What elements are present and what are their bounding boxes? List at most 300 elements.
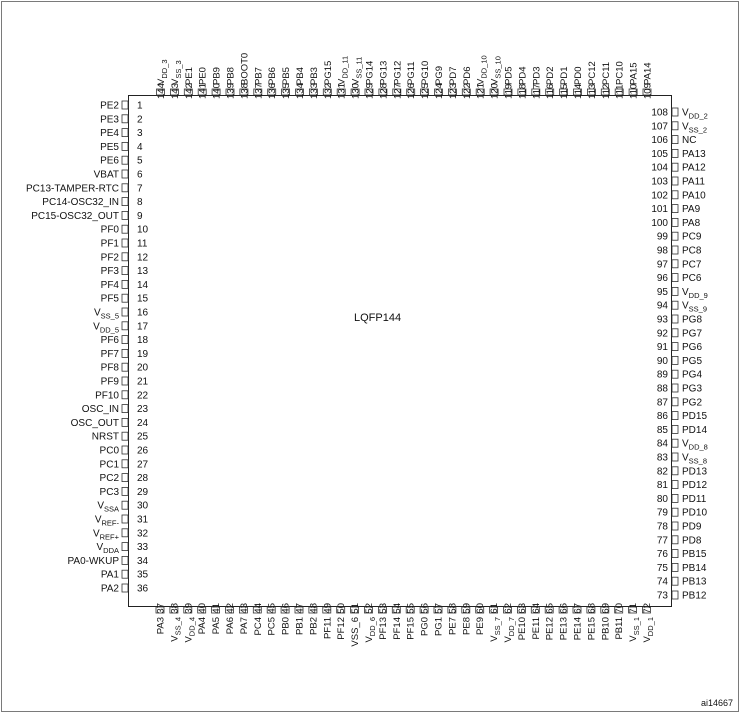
pin-number: 57 <box>433 603 445 614</box>
pin-label: PD13 <box>682 466 708 478</box>
pin-label: PE12 <box>544 617 556 641</box>
pin-label: PG2 <box>682 397 703 409</box>
pin-24 <box>71 418 149 429</box>
pin-90 <box>657 356 703 367</box>
pin-label: PG15 <box>322 60 334 85</box>
pin-label: PA11 <box>682 176 705 188</box>
pin-number: 144 <box>156 83 167 99</box>
pin-number: 71 <box>628 603 640 614</box>
pin-number: 44 <box>252 603 264 614</box>
pin-pad <box>672 232 678 240</box>
pin-number: 17 <box>137 321 149 333</box>
pin-number: 104 <box>651 162 668 174</box>
pin-label: OSC_IN <box>81 404 119 416</box>
pin-130 <box>351 57 364 99</box>
pin-number: 61 <box>489 603 501 614</box>
pin-121 <box>476 55 489 99</box>
pin-label: PD11 <box>682 493 707 505</box>
pin-131 <box>337 56 350 99</box>
pin-79 <box>657 508 708 519</box>
pin-number: 124 <box>434 83 445 99</box>
pin-123 <box>448 67 459 99</box>
pin-number: 117 <box>531 83 543 99</box>
pin-label: PF9 <box>100 376 119 388</box>
pin-number: 136 <box>267 83 279 99</box>
pin-label: PF8 <box>100 362 119 374</box>
pin-number: 30 <box>137 500 149 512</box>
pin-134 <box>295 67 306 99</box>
pin-label: PA2 <box>100 583 119 595</box>
pin-label: $V_{DD\_4}$ <box>183 617 197 643</box>
pin-pad <box>122 211 128 219</box>
pin-label: PF2 <box>100 252 119 264</box>
pin-86 <box>657 411 708 422</box>
pin-label: PE13 <box>558 617 570 641</box>
pin-132 <box>323 61 334 99</box>
pin-number: 139 <box>225 83 237 99</box>
pin-number: 48 <box>308 603 320 614</box>
pin-label: NRST <box>91 431 119 443</box>
pin-140 <box>212 67 223 99</box>
pin-pad <box>122 336 128 344</box>
pin-number: 89 <box>656 369 668 381</box>
pin-label: PC1 <box>99 459 119 471</box>
pin-pad <box>122 101 128 109</box>
pin-number: 32 <box>137 528 149 540</box>
pin-pad <box>672 563 678 571</box>
pin-85 <box>657 425 708 436</box>
pin-label: PD7 <box>447 66 459 85</box>
pin-label: PC8 <box>682 245 702 257</box>
pin-89 <box>657 370 703 381</box>
pin-label: PB4 <box>295 67 306 85</box>
pin-pad <box>672 218 678 226</box>
pin-36 <box>101 584 149 595</box>
pin-label: PG10 <box>420 60 432 85</box>
pin-3 <box>100 128 143 139</box>
pin-label: PA3 <box>155 617 167 635</box>
pin-pad <box>672 439 678 447</box>
pin-pad <box>672 136 678 144</box>
pin-label: PB5 <box>281 67 293 85</box>
pin-pad <box>672 301 678 309</box>
pin-number: 101 <box>651 204 668 216</box>
pin-number: 59 <box>461 603 473 614</box>
pin-32 <box>93 528 149 541</box>
pin-pad <box>122 253 128 261</box>
pin-number: 81 <box>656 480 668 492</box>
pin-55 <box>406 603 417 640</box>
pin-pad <box>672 425 678 433</box>
pin-number: 14 <box>137 279 149 291</box>
pin-pad <box>672 191 678 199</box>
pin-number: 133 <box>308 83 320 99</box>
pin-pad <box>672 246 678 254</box>
pin-pad <box>122 239 128 247</box>
pin-label: PF10 <box>95 390 119 402</box>
pin-number: 126 <box>406 83 418 99</box>
pin-label: PG9 <box>434 65 445 85</box>
pin-label: PA4 <box>197 617 209 635</box>
pin-label: PB1 <box>294 617 306 635</box>
package-label: LQFP144 <box>354 312 402 324</box>
pin-label: PF7 <box>100 348 119 360</box>
pin-106 <box>651 135 696 146</box>
pin-label: PF14 <box>391 617 403 640</box>
pin-number: 95 <box>656 286 668 298</box>
pin-88 <box>657 384 703 395</box>
pin-87 <box>657 397 703 408</box>
pin-pad <box>122 308 128 316</box>
pin-95 <box>657 287 708 300</box>
pin-label: PC13-TAMPER-RTC <box>26 183 119 195</box>
pin-17 <box>93 321 148 334</box>
pin-label: $V_{SS\_10}$ <box>489 56 503 85</box>
pin-number: 102 <box>651 190 668 202</box>
pin-pad <box>672 329 678 337</box>
pin-pad <box>672 287 678 295</box>
pin-number: 39 <box>183 603 195 614</box>
pin-number: 6 <box>137 169 143 181</box>
pin-number: 129 <box>364 83 376 99</box>
pin-number: 41 <box>211 603 223 614</box>
pin-113 <box>587 61 598 99</box>
pin-25 <box>92 432 149 443</box>
pin-label: PA14 <box>642 62 654 85</box>
pin-number: 68 <box>586 603 598 614</box>
pin-66 <box>559 603 570 640</box>
pin-74 <box>657 577 707 588</box>
pin-pad <box>672 384 678 392</box>
pin-label: $V_{SS\_7}$ <box>489 617 503 642</box>
pin-label: PD10 <box>682 507 708 519</box>
pin-number: 137 <box>253 83 265 99</box>
pin-42 <box>225 603 236 634</box>
pin-number: 134 <box>295 83 306 99</box>
pin-39 <box>183 603 196 643</box>
pin-number: 20 <box>137 362 149 374</box>
pin-label: PB2 <box>308 617 320 635</box>
pin-7 <box>26 183 143 194</box>
pin-number: 87 <box>656 397 668 409</box>
pin-9 <box>31 211 143 222</box>
pin-114 <box>573 67 584 99</box>
pin-97 <box>657 259 702 270</box>
pin-label: $V_{SS\_5}$ <box>93 307 119 321</box>
pin-31 <box>95 515 149 528</box>
pin-pad <box>122 474 128 482</box>
pin-label: $V_{DD\_2}$ <box>682 107 708 121</box>
pin-pad <box>672 494 678 502</box>
pin-number: 141 <box>197 83 209 99</box>
pin-label: PC7 <box>682 259 702 271</box>
pin-number: 50 <box>336 603 348 614</box>
pin-label: PE14 <box>572 617 584 641</box>
pin-37 <box>156 603 167 634</box>
pin-13 <box>101 266 149 277</box>
pin-126 <box>406 61 417 99</box>
pin-number: 130 <box>350 83 362 99</box>
pin-number: 88 <box>656 383 668 395</box>
pin-label: PG13 <box>378 60 390 85</box>
pin-pad <box>672 398 678 406</box>
pin-label: PA5 <box>211 617 223 635</box>
pin-pad <box>122 142 128 150</box>
pin-label: $V_{REF-}$ <box>94 514 119 528</box>
pin-label: PB12 <box>682 590 707 602</box>
pin-40 <box>197 603 208 634</box>
pin-pad <box>122 280 128 288</box>
pin-65 <box>545 603 556 640</box>
pin-115 <box>559 67 570 99</box>
pin-pad <box>672 370 678 378</box>
pin-number: 121 <box>475 83 487 99</box>
pin-label: PB6 <box>267 67 279 85</box>
pin-label: PF6 <box>100 335 119 347</box>
pin-96 <box>657 273 702 284</box>
pin-107 <box>651 121 707 134</box>
pin-number: 45 <box>266 603 278 614</box>
pin-45 <box>267 603 278 635</box>
pin-38 <box>169 603 182 642</box>
pin-15 <box>101 294 149 305</box>
pin-pad <box>672 536 678 544</box>
pin-label: PB15 <box>682 549 707 561</box>
pin-75 <box>657 563 707 574</box>
pin-20 <box>101 363 149 374</box>
pin-136 <box>267 67 278 99</box>
pin-number: 26 <box>137 445 149 457</box>
pin-number: 142 <box>183 83 195 99</box>
pin-label: PB3 <box>308 67 320 85</box>
pin-pad <box>672 412 678 420</box>
pin-label: PF3 <box>100 266 119 278</box>
pin-number: 60 <box>475 603 487 614</box>
pin-109 <box>643 62 654 99</box>
pin-label: NC <box>682 135 697 147</box>
pin-number: 12 <box>137 252 149 264</box>
pin-label: PD3 <box>531 66 543 85</box>
pin-number: 4 <box>137 141 143 153</box>
pin-number: 90 <box>656 355 668 367</box>
pin-62 <box>503 603 516 643</box>
pin-93 <box>657 315 703 326</box>
pin-number: 52 <box>364 603 375 614</box>
pin-number: 5 <box>137 155 143 167</box>
pin-number: 113 <box>586 83 598 99</box>
pin-pad <box>122 129 128 137</box>
pin-76 <box>657 549 707 560</box>
pin-pad <box>122 460 128 468</box>
pin-22 <box>95 390 148 401</box>
pin-number: 1 <box>137 100 143 112</box>
pin-54 <box>392 603 403 640</box>
pin-143 <box>170 60 183 99</box>
pin-pad <box>122 487 128 495</box>
pin-label: PE5 <box>100 141 119 153</box>
pin-number: 40 <box>197 603 209 614</box>
pin-18 <box>101 335 149 346</box>
pin-number: 114 <box>573 83 584 99</box>
pin-label: PF4 <box>100 279 119 291</box>
pin-number: 9 <box>137 210 143 222</box>
pin-122 <box>462 67 473 99</box>
pin-112 <box>601 62 612 99</box>
pin-label: $V_{DD\_5}$ <box>93 321 119 335</box>
pin-number: 98 <box>656 245 668 257</box>
pin-label: $V_{DD\_1}$ <box>642 617 655 643</box>
pin-number: 116 <box>545 83 557 99</box>
pin-110 <box>629 62 640 99</box>
pin-127 <box>392 61 403 99</box>
pin-pad <box>672 315 678 323</box>
pin-label: PD5 <box>503 66 515 85</box>
pin-105 <box>651 149 706 160</box>
pin-number: 99 <box>656 231 668 243</box>
pin-label: PE1 <box>183 67 195 85</box>
pin-35 <box>101 570 149 581</box>
pin-number: 85 <box>656 424 668 436</box>
pin-label: PC14-OSC32_IN <box>42 197 119 209</box>
pin-number: 42 <box>225 603 236 614</box>
pin-label: PA7 <box>238 617 250 635</box>
pin-116 <box>545 67 556 99</box>
pin-number: 46 <box>280 603 292 614</box>
pin-64 <box>531 603 542 640</box>
pin-pad <box>122 267 128 275</box>
pin-pad <box>672 453 678 461</box>
pin-pad <box>122 584 128 592</box>
pin-pad <box>122 391 128 399</box>
pin-number: 103 <box>651 176 668 188</box>
pin-number: 69 <box>600 603 612 614</box>
pin-number: 110 <box>628 83 640 99</box>
pin-number: 77 <box>656 535 668 547</box>
pin-number: 35 <box>137 569 149 581</box>
pin-number: 24 <box>137 417 149 429</box>
pin-label: PC11 <box>600 61 612 85</box>
pin-label: PE3 <box>100 114 119 126</box>
pin-label: PC9 <box>682 231 702 243</box>
pin-77 <box>657 535 702 546</box>
pin-label: $V_{SS\_8}$ <box>682 452 708 466</box>
pin-label: VBAT <box>93 169 119 181</box>
pin-number: 125 <box>420 83 432 99</box>
pin-pad <box>122 529 128 537</box>
pin-pad <box>672 522 678 530</box>
pin-29 <box>100 487 149 498</box>
pin-number: 15 <box>137 293 149 305</box>
pin-label: $V_{DD\_7}$ <box>503 617 516 643</box>
pin-number: 11 <box>137 238 148 250</box>
pin-pad <box>672 205 678 213</box>
pin-number: 135 <box>281 83 293 99</box>
pin-number: 49 <box>322 603 334 614</box>
pin-number: 27 <box>137 459 149 471</box>
pin-number: 97 <box>656 259 668 271</box>
pin-label: PC2 <box>99 473 119 485</box>
pin-number: 105 <box>651 148 668 160</box>
pin-label: PE0 <box>197 67 209 85</box>
pin-label: $V_{DD\_8}$ <box>682 438 708 452</box>
pin-number: 36 <box>137 583 149 595</box>
pin-label: $V_{SSA}$ <box>97 500 119 514</box>
pin-70 <box>614 603 625 640</box>
pin-label: PB7 <box>253 67 265 85</box>
pin-99 <box>657 232 702 243</box>
pin-label: PB11 <box>614 617 626 640</box>
pin-number: 70 <box>614 603 626 614</box>
pin-label: PC12 <box>586 61 598 85</box>
pin-number: 108 <box>651 107 668 119</box>
pin-number: 140 <box>211 83 223 99</box>
pin-81 <box>657 480 708 491</box>
pin-98 <box>657 246 702 257</box>
pin-label: PE10 <box>516 617 528 641</box>
pin-label: PD9 <box>682 521 702 533</box>
pin-138 <box>239 53 250 99</box>
pin-84 <box>657 439 708 452</box>
pin-pad <box>672 274 678 282</box>
pin-pad <box>672 122 678 130</box>
pin-number: 37 <box>155 603 167 614</box>
pin-58 <box>447 603 458 635</box>
pin-number: 80 <box>656 493 668 505</box>
pin-number: 84 <box>656 438 668 450</box>
pin-number: 72 <box>642 603 653 614</box>
pin-label: PC4 <box>252 617 264 636</box>
pin-61 <box>489 603 502 642</box>
pin-label: $V_{REF+}$ <box>92 528 119 542</box>
pin-43 <box>239 603 250 634</box>
pin-21 <box>101 377 149 388</box>
pin-number: 123 <box>447 83 459 99</box>
pin-72 <box>642 603 655 643</box>
pin-label: PD4 <box>517 66 529 85</box>
pin-number: 64 <box>530 603 542 614</box>
pin-label: $V_{SS\_1}$ <box>628 617 642 642</box>
pin-number: 115 <box>559 83 571 99</box>
pin-label: PF0 <box>100 224 119 236</box>
pin-pad <box>672 163 678 171</box>
pin-number: 3 <box>137 128 143 140</box>
pin-number: 67 <box>572 603 584 614</box>
pin-number: 94 <box>656 300 668 312</box>
pin-number: 73 <box>656 590 668 602</box>
pin-label: PD15 <box>682 411 708 423</box>
pin-pad <box>672 108 678 116</box>
pin-80 <box>657 494 707 505</box>
pin-pad <box>122 570 128 578</box>
figure-id: ai14667 <box>700 698 733 708</box>
pin-number: 128 <box>378 83 390 99</box>
pin-label: $V_{DD\_11}$ <box>336 55 350 85</box>
pin-pad <box>122 501 128 509</box>
pin-number: 63 <box>516 603 528 614</box>
pin-27 <box>100 459 149 470</box>
pin-52 <box>364 603 377 643</box>
pin-number: 53 <box>377 603 389 614</box>
pin-19 <box>101 349 149 360</box>
pin-label: PB13 <box>682 576 707 588</box>
pin-label: PG4 <box>682 369 703 381</box>
pin-number: 107 <box>651 121 668 133</box>
pin-label: PE4 <box>100 128 119 140</box>
pin-label: PG6 <box>682 342 703 354</box>
pin-label: PE8 <box>461 617 473 635</box>
pin-label: PA13 <box>682 148 706 160</box>
pin-number: 54 <box>391 603 403 614</box>
